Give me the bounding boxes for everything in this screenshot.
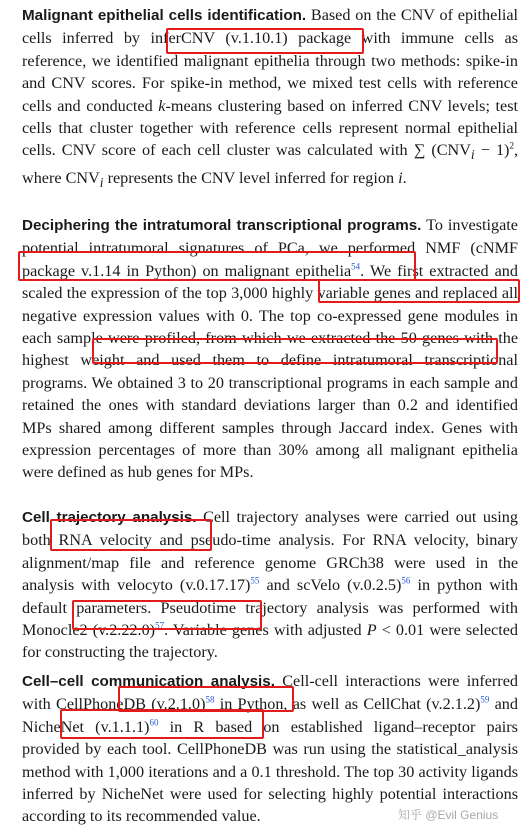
citation-link[interactable]: 55 bbox=[250, 575, 260, 586]
text-run: − 1) bbox=[474, 141, 510, 160]
section-malignant-identification bbox=[22, 4, 518, 195]
paragraph bbox=[22, 506, 518, 664]
text-run: . We first extracted and scaled the expression of the top 3,000 highly variable genes and replaced all negative expression values with 0. The top co-expressed gene modules in each sample were profiled, from which we extracted the 50 genes with the highest weight and used them to define intratumoral transcriptional programs. We obtained 3 to 20 transcriptional programs in each sample and retained the ones with standard deviations larger than 0.2 and identified MPs shared among different samples through Jaccard index. Genes with expression percentages of more than 30% among all malignant epithelia were defined as hub genes for MPs. bbox=[22, 261, 518, 482]
text-run: represents the CNV level inferred for region bbox=[103, 169, 399, 188]
citation-link[interactable]: 59 bbox=[480, 695, 490, 706]
text-run: . Variable genes with adjusted bbox=[164, 621, 367, 640]
citation-link[interactable]: 60 bbox=[149, 717, 159, 728]
section-cell-communication bbox=[22, 670, 518, 828]
text-run: k bbox=[158, 96, 166, 115]
text-run: -means clustering based on inferred CNV levels; test cells that cluster together with reference cells represent normal epithelial cells. CNV score of each cell cluster was calculated with ∑ (CNV bbox=[22, 96, 518, 160]
text-run: with immune cells as reference, we identified malignant epithelia through two methods: spike-in and CNV scores. For spike-in method, we mixed test cells with reference cells and conducted bbox=[22, 29, 518, 115]
text-run: Based on the CNV of epithelial cells inferred bbox=[22, 6, 519, 48]
paragraph bbox=[22, 4, 518, 195]
text-run: in Python, as well as CellChat (v.2.1.2) bbox=[214, 695, 481, 714]
text-run: . bbox=[402, 169, 407, 188]
text-run: To investigate potential intratumoral signatures of PCa, we performed NMF (cNMF package v.1.14 in Python) on malignant epithelia bbox=[22, 216, 518, 280]
text-run: by inferCNV (v.1.10.1) package bbox=[123, 29, 352, 48]
text-run: and NicheNet (v.1.1.1) bbox=[22, 695, 518, 736]
citation-link[interactable]: 54 bbox=[351, 261, 361, 272]
text-run: in python with default parameters. Pseudotime trajectory analysis was performed with Monocle2 (v.2.22.0) bbox=[22, 576, 518, 640]
text-run: and scVelo (v.0.2.5) bbox=[259, 576, 402, 595]
text-run: , where CNV bbox=[22, 141, 518, 188]
text-run: Cell-cell interactions were inferred with CellPhoneDB (v.2.1.0) bbox=[22, 672, 518, 714]
citation-link[interactable]: 58 bbox=[205, 695, 215, 706]
paragraph bbox=[22, 670, 518, 828]
section-heading: Malignant epithelial cells identification. bbox=[22, 7, 307, 24]
watermark: 知乎 @Evil Genius bbox=[398, 808, 499, 822]
section-heading: Cell trajectory analysis. bbox=[22, 509, 197, 526]
paragraph bbox=[22, 214, 518, 484]
text-run: i bbox=[398, 169, 403, 188]
section-cell-trajectory bbox=[22, 506, 518, 664]
section-heading: Cell–cell communication analysis. bbox=[22, 673, 275, 690]
text-run: P bbox=[366, 621, 377, 640]
text-run: Cell trajectory analyses were carried out using both RNA velocity and pseudo-time analysis. For RNA velocity, binary alignment/map file and reference genome GRCh38 were used in the analysis with velocyto (v.0.17.17) bbox=[22, 508, 518, 595]
section-intratumoral-programs bbox=[22, 214, 518, 484]
citation-link[interactable]: 57 bbox=[155, 620, 165, 631]
superscript: 2 bbox=[509, 141, 514, 152]
subscript: i bbox=[99, 175, 104, 191]
subscript: i bbox=[470, 147, 475, 163]
text-run: in R based on established ligand–receptor pairs provided by each tool. CellPhoneDB was run using the statistical_analysis method with 1,000 iterations and a 0.1 threshold. The top 30 activity ligands inferred by NicheNet were used for selecting highly potential interactions according to its recommended value. bbox=[22, 717, 518, 826]
citation-link[interactable]: 56 bbox=[401, 575, 411, 586]
section-heading: Deciphering the intratumoral transcriptional programs. bbox=[22, 217, 422, 234]
text-run: < 0.01 were selected for constructing the trajectory. bbox=[22, 621, 518, 662]
